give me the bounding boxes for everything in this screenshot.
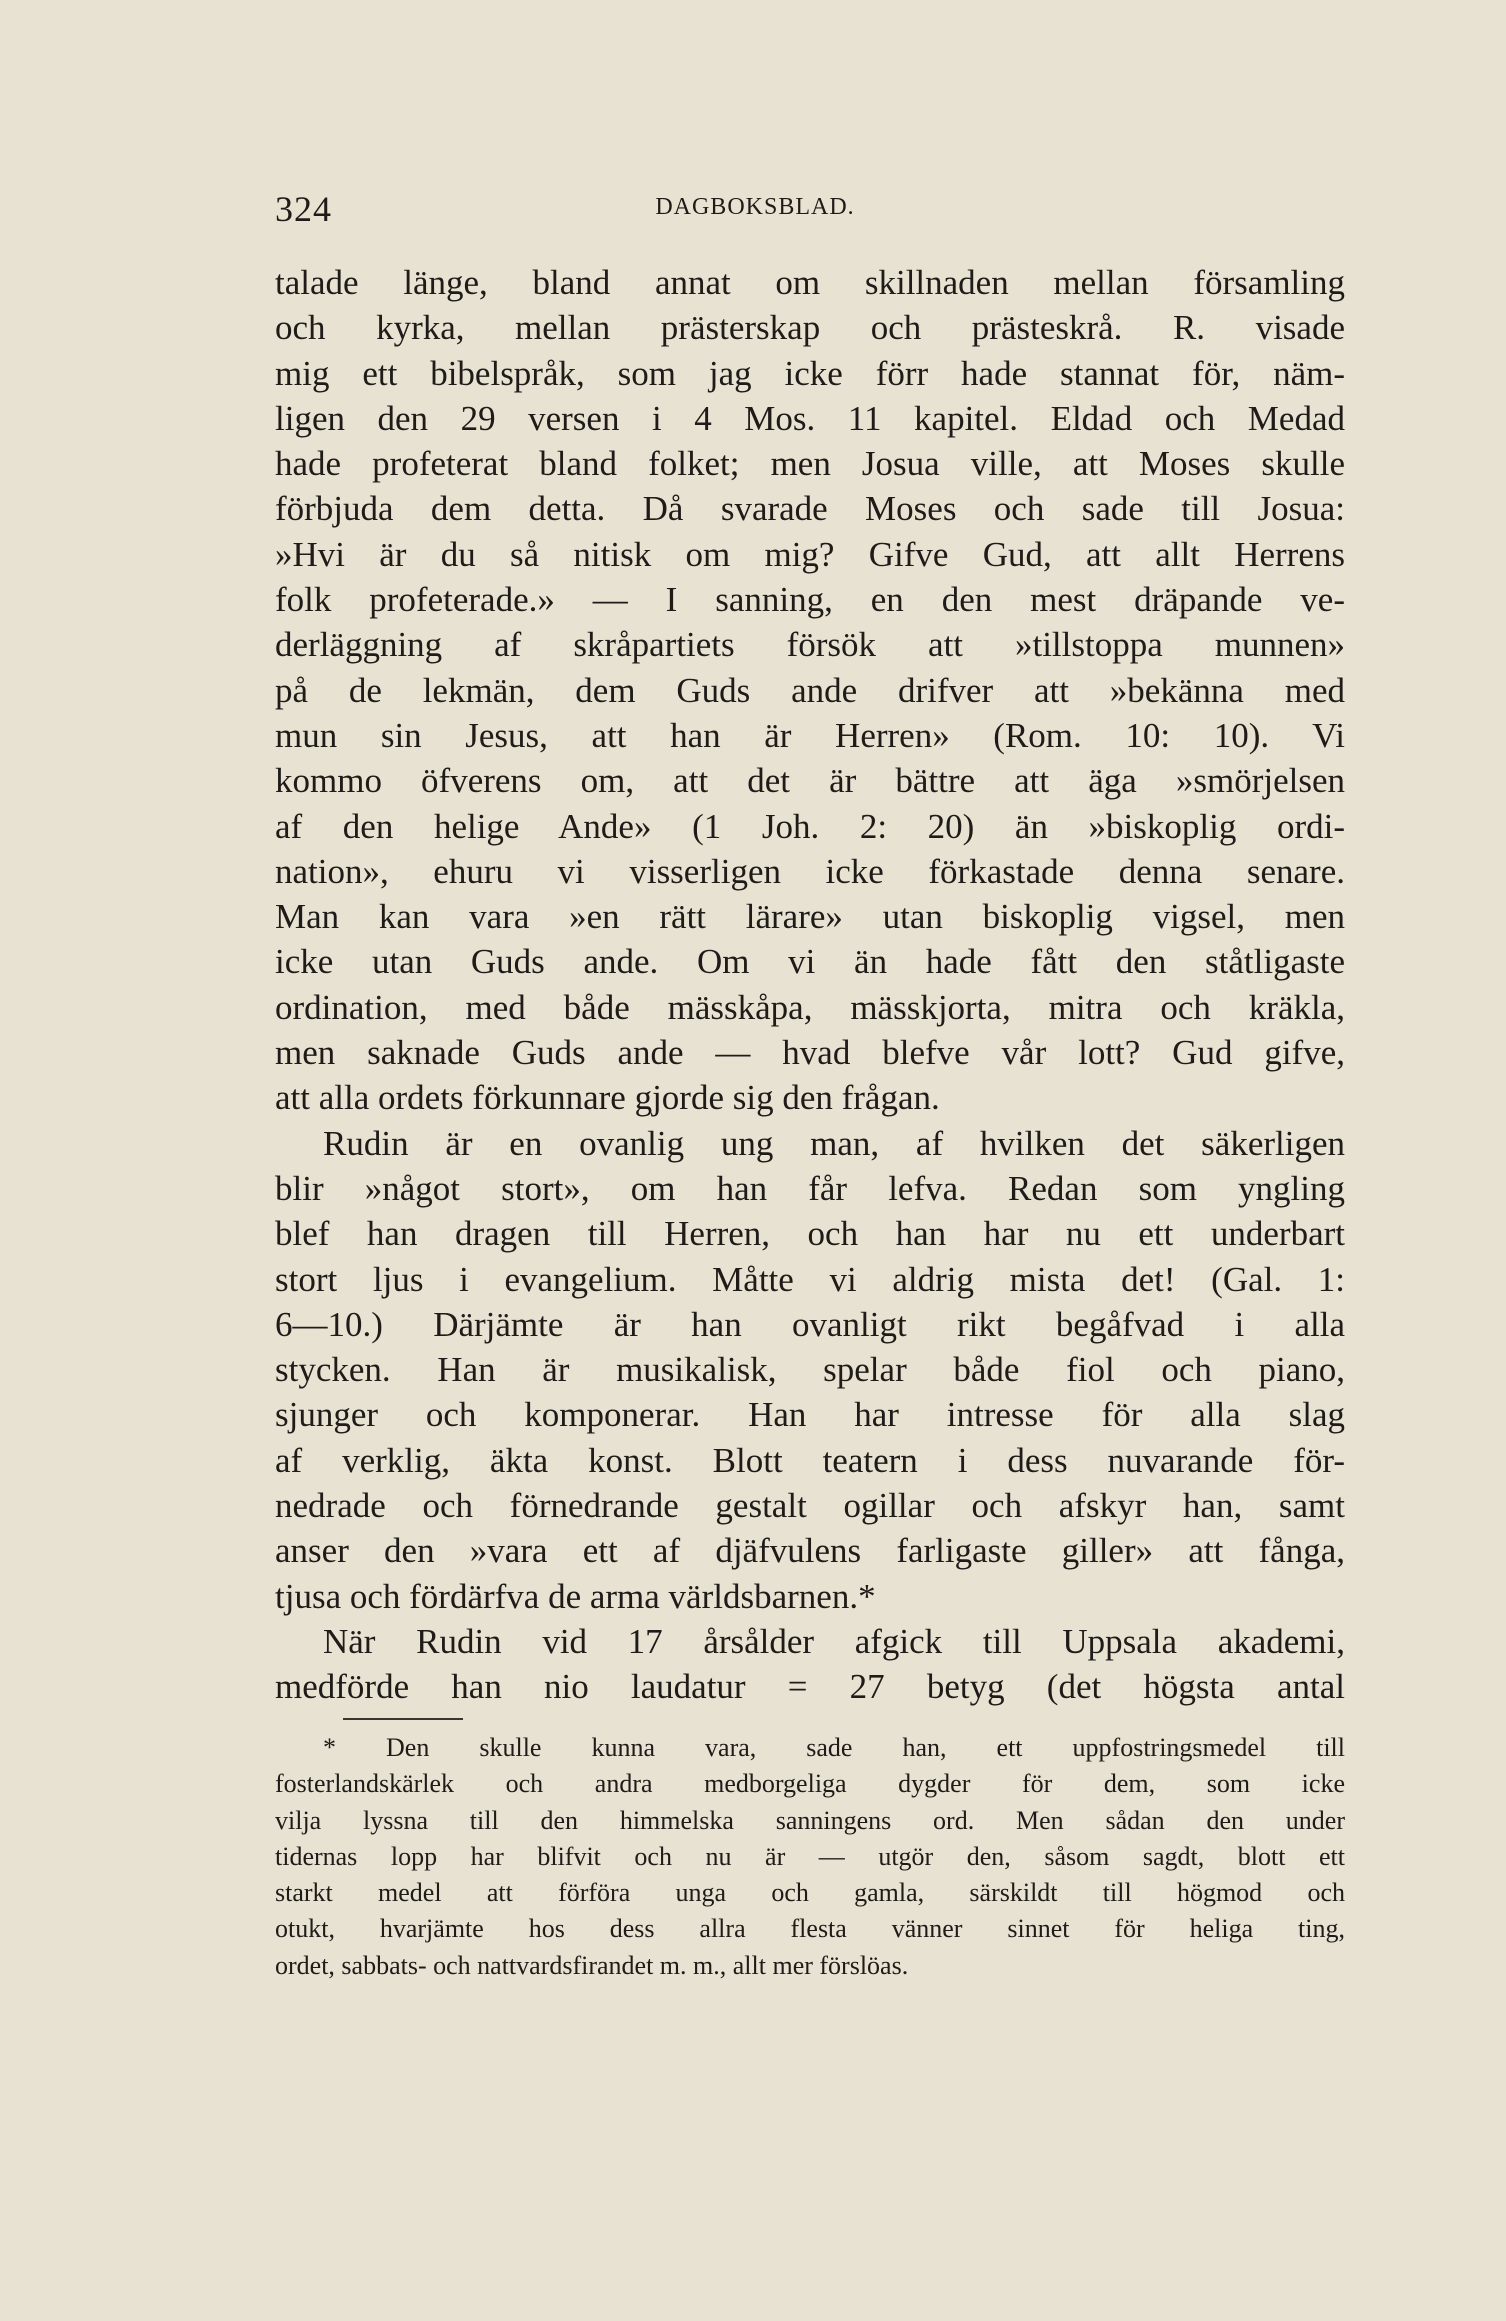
body-line: kommo öfverens om, att det är bättre att äga »smörjelsen [275,761,1345,801]
body-line: mig ett bibelspråk, som jag icke förr hade stannat för, näm- [275,353,1345,393]
body-line: nation», ehuru vi visserligen icke förkastade denna senare. [275,851,1345,891]
page-header [275,188,1235,238]
body-text [275,260,1345,1710]
body-line: Rudin är en ovanlig ung man, af hvilken det säkerligen [323,1123,1345,1163]
footnote-line: starkt medel att förföra unga och gamla, särskildt till högmod och [275,1878,1345,1908]
footnote-line: * Den skulle kunna vara, sade han, ett uppfostringsmedel till [323,1733,1345,1762]
body-line: Man kan vara »en rätt lärare» utan biskoplig vigsel, men [275,897,1345,937]
footnote-divider [343,1718,463,1720]
body-line: stort ljus i evangelium. Måtte vi aldrig mista det! (Gal. 1: [275,1259,1345,1299]
body-line: talade länge, bland annat om skillnaden mellan församling [275,263,1345,302]
body-line: stycken. Han är musikalisk, spelar både fiol och piano, [275,1350,1345,1390]
body-line: af verklig, äkta konst. Blott teatern i dess nuvarande för- [275,1440,1345,1480]
body-line: ordination, med både mässkåpa, mässkjorta, mitra och kräkla, [275,987,1345,1027]
footnote [275,1730,1345,1984]
page-number: 324 [275,189,332,229]
body-line: sjunger och komponerar. Han har intresse för alla slag [275,1395,1345,1435]
body-line: men saknade Guds ande — hvad blefve vår lott? Gud gifve, [275,1033,1345,1073]
body-line: tjusa och fördärfva de arma världsbarnen.* [275,1576,876,1616]
body-line: »Hvi är du så nitisk om mig? Gifve Gud, att allt Herrens [275,534,1345,574]
body-line: derläggning af skråpartiets försök att »tillstoppa munnen» [275,625,1345,665]
body-line: mun sin Jesus, att han är Herren» (Rom. 10: 10). Vi [275,715,1345,755]
body-line: blef han dragen till Herren, och han har nu ett underbart [275,1214,1345,1254]
footnote-line: fosterlandskärlek och andra medborgeliga dygder för dem, som icke [275,1769,1345,1799]
body-line: anser den »vara ett af djäfvulens farligaste giller» att fånga, [275,1531,1345,1571]
body-line: förbjuda dem detta. Då svarade Moses och sade till Josua: [275,489,1345,529]
body-line: 6—10.) Därjämte är han ovanligt rikt begåfvad i alla [275,1304,1345,1344]
footnote-line: tidernas lopp har blifvit och nu är — utgör den, såsom sagdt, blott ett [275,1841,1345,1871]
body-line: ligen den 29 versen i 4 Mos. 11 kapitel. Eldad och Medad [275,398,1345,438]
body-line: blir »något stort», om han får lefva. Redan som yngling [275,1168,1345,1208]
body-line: medförde han nio laudatur = 27 betyg (det högsta antal [275,1667,1345,1707]
body-line: att alla ordets förkunnare gjorde sig den frågan. [275,1078,940,1118]
footnote-line: vilja lyssna till den himmelska sanningens ord. Men sådan den under [275,1805,1345,1835]
body-line: på de lekmän, dem Guds ande drifver att »bekänna med [275,670,1345,710]
body-line: nedrade och förnedrande gestalt ogillar och afskyr han, samt [275,1486,1345,1526]
body-line: och kyrka, mellan prästerskap och prästeskrå. R. visade [275,308,1345,348]
running-head: DAGBOKSBLAD. [655,194,855,220]
footnote-line: otukt, hvarjämte hos dess allra flesta vänner sinnet för heliga ting, [275,1914,1345,1944]
body-line: af den helige Ande» (1 Joh. 2: 20) än »biskoplig ordi- [275,806,1345,846]
body-line: icke utan Guds ande. Om vi än hade fått den ståtligaste [275,942,1345,982]
body-line: När Rudin vid 17 årsålder afgick till Uppsala akademi, [323,1621,1345,1661]
body-line: folk profeterade.» — I sanning, en den mest dräpande ve- [275,580,1345,620]
footnote-line: ordet, sabbats- och nattvardsfirandet m. m., allt mer förslöas. [275,1950,909,1980]
body-line: hade profeterat bland folket; men Josua ville, att Moses skulle [275,444,1345,484]
